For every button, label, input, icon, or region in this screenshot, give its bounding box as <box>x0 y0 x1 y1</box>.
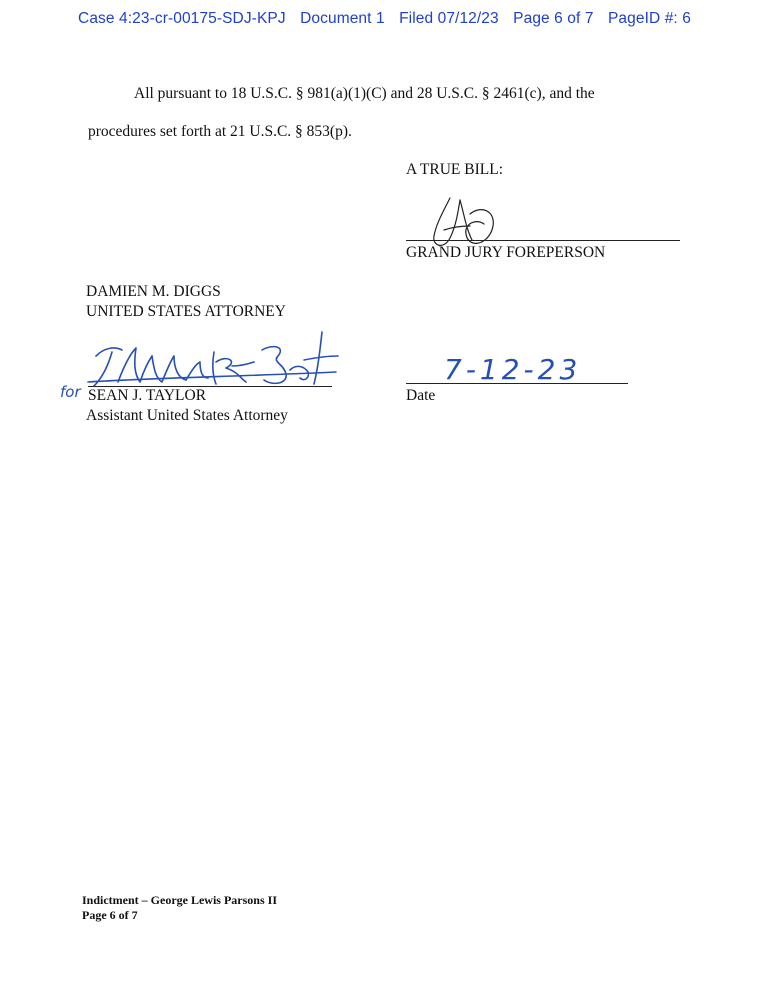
signer-title: Assistant United States Attorney <box>86 407 288 424</box>
date-line <box>406 383 628 384</box>
body-line-2: procedures set forth at 21 U.S.C. § 853(p). <box>88 123 352 140</box>
body-line-1: All pursuant to 18 U.S.C. § 981(a)(1)(C) and 28 U.S.C. § 2461(c), and the <box>134 85 595 102</box>
attorney-name: DAMIEN M. DIGGS <box>86 283 221 300</box>
case-number: Case 4:23-cr-00175-SDJ-KPJ <box>78 10 286 27</box>
handwritten-date: 7-12-23 <box>444 353 582 386</box>
attorney-signature <box>82 326 342 392</box>
footer-page: Page 6 of 7 <box>82 908 138 922</box>
signer-name: SEAN J. TAYLOR <box>88 387 207 404</box>
footer-title: Indictment – George Lewis Parsons II <box>82 893 277 907</box>
for-prefix: for <box>60 383 81 401</box>
foreperson-label: GRAND JURY FOREPERSON <box>406 244 606 261</box>
ecf-header <box>0 10 769 28</box>
foreperson-signature-line <box>406 240 680 241</box>
attorney-title: UNITED STATES ATTORNEY <box>86 303 286 320</box>
page-id: PageID #: 6 <box>607 10 691 27</box>
page-count: Page 6 of 7 <box>513 10 594 27</box>
filed-date: Filed 07/12/23 <box>399 10 499 27</box>
document-number: Document 1 <box>300 10 385 27</box>
true-bill-label: A TRUE BILL: <box>406 161 504 178</box>
date-label: Date <box>406 387 436 404</box>
